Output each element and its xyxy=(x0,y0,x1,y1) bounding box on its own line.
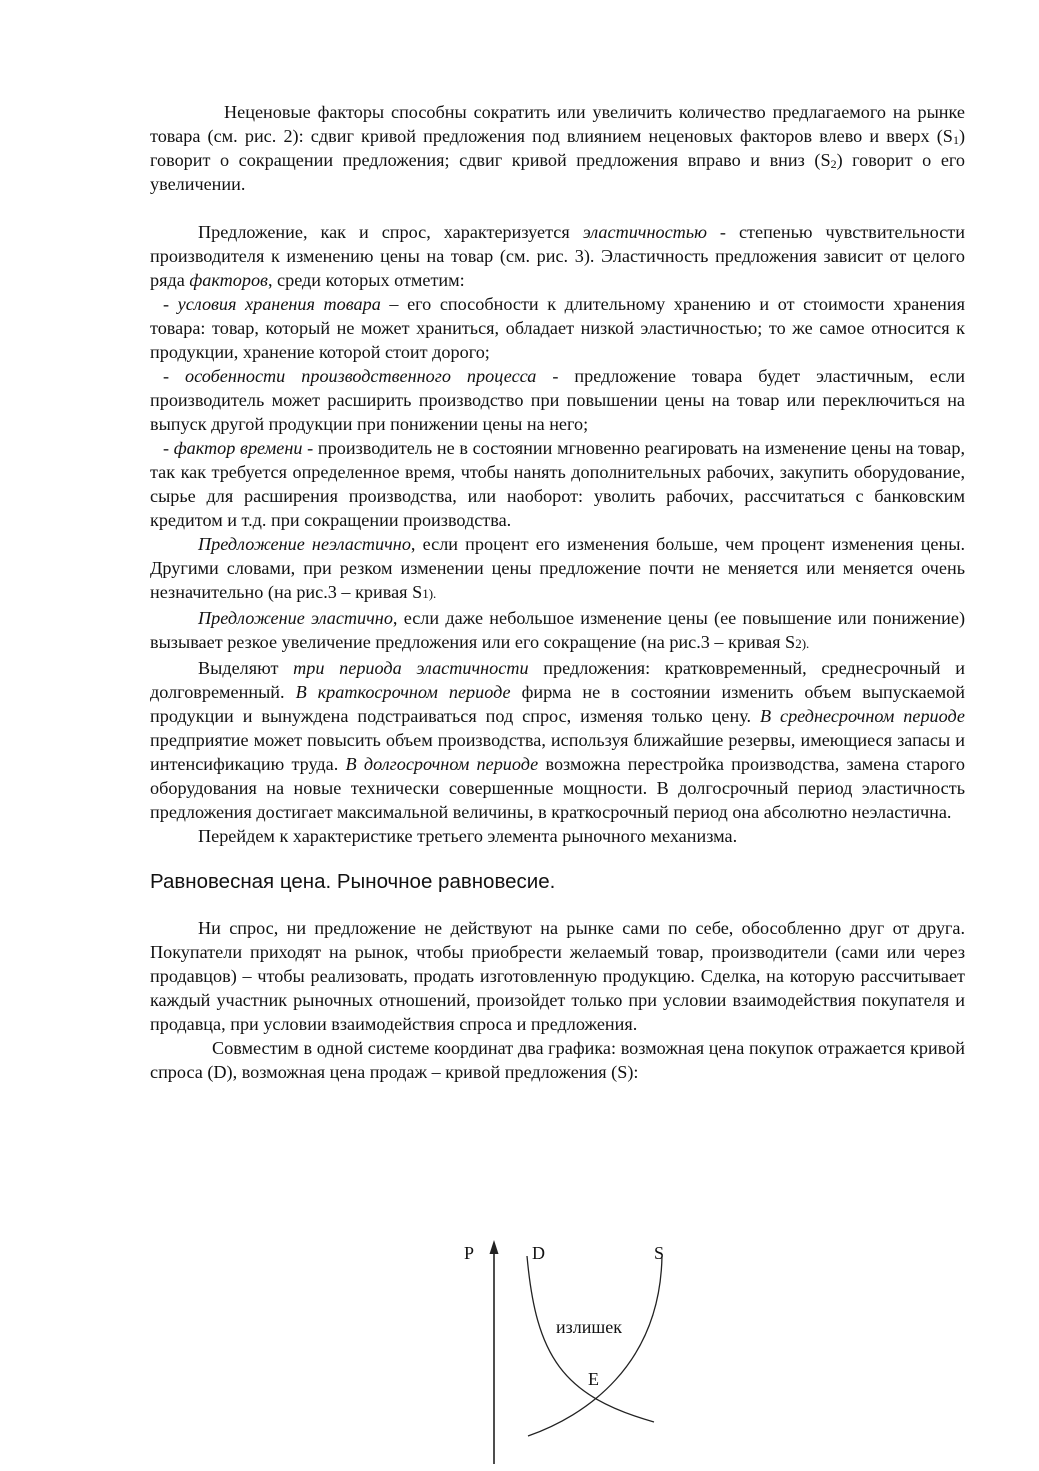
term-elasticity: эластичностью xyxy=(582,222,707,242)
demand-label: D xyxy=(532,1243,545,1263)
list-item-time-factor: - фактор времени - производитель не в состоянии мгновенно реагировать на изменение цены на товар, так как требуется определенное время, чтобы нанять дополнительных рабочих, закупить оборудование, сырье для расширения производства, или наоборот: уволить рабочих, рассчитаться с банковским кредитом и т.д. при сокращении производства. xyxy=(150,438,966,530)
axis-label-p: P xyxy=(464,1243,475,1263)
supply-label: S xyxy=(654,1243,665,1263)
paragraph-nonprice-factors: Неценовые факторы способны сократить или увеличить количество предлагаемого на рынке товара (см. рис. 2): сдвиг кривой предложения под влиянием неценовых факторов влево и вверх $(S_1)$ говорит о сокращении предложения; сдвиг кривой предложения вправо и вниз $(S_2)$ говорит о его увеличении. xyxy=(150,102,965,194)
paragraph-coordinate-system: Совместим в одной системе координат два графика: возможная цена покупок отражается кривой спроса (D), возможная цена продаж – кривой предложения (S): xyxy=(150,1038,965,1082)
paragraph-elasticity-periods: Выделяют три периода эластичности предложения: кратковременный, среднесрочный и долговременный. В краткосрочном периоде фирма не в состоянии изменить объем выпускаемой продукции и вынуждена подстраиваться под спрос, изменяя только цену. В среднесрочном периоде предприятие может повысить объем производства, используя ближайшие резервы, имеющиеся запасы и интенсификацию труда. В долгосрочном периоде возможна перестройка производства, замена старого оборудования на новые технически совершенные мощности. В долгосрочный период эластичность предложения достигает максимальной величины, в краткосрочный период она абсолютно неэластична. xyxy=(150,658,966,822)
supply-curve xyxy=(528,1256,662,1436)
paragraph-elasticity-intro: Предложение, как и спрос, характеризуется эластичностью - степенью чувствительности производителя к изменению цены на товар (см. рис. 3). Эластичность предложения зависит от целого ряда факторов, среди которых отметим: xyxy=(150,222,965,290)
document-body xyxy=(150,100,965,1084)
paragraph-inelastic-supply: Предложение неэластично, если процент его изменения больше, чем процент изменения цены. Другими словами, при резком изменении цены предложение почти не меняется или меняется очень незначительно (на рис.3 – кривая S1). xyxy=(150,534,965,602)
equilibrium-label: E xyxy=(588,1369,599,1389)
list-item-production-process: - особенности производственного процесса - предложение товара будет эластичным, если производитель может расширить производство при повышении цены на товар или переключиться на выпуск другой продукции при понижении цены на него; xyxy=(150,366,965,434)
price-axis-arrow-icon xyxy=(490,1240,499,1254)
section-heading: Равновесная цена. Рыночное равновесие. xyxy=(150,870,556,893)
list-item-storage: - условия хранения товара – его способности к длительному хранению и от стоимости хранения товара: товар, который не может храниться, обладает низкой эластичностью; то же самое относится к продукции, хранение которой стоит дорого; xyxy=(150,294,966,362)
demand-curve xyxy=(527,1256,654,1422)
equilibrium-graph-svg xyxy=(450,1236,690,1466)
paragraph-transition: Перейдем к характеристике третьего элемента рыночного механизма. xyxy=(198,826,738,846)
paragraph-market-interaction: Ни спрос, ни предложение не действуют на рынке сами по себе, обособленно друг от друга. Покупатели приходят на рынок, чтобы приобрести желаемый товар, производители (сами или через продавцов) – чтобы реализовать, продать изготовленную продукцию. Сделка, на которую рассчитывает каждый участник рыночных отношений, произойдет только при условии взаимодействия покупателя и продавца, при условии взаимодействия спроса и предложения. xyxy=(150,918,965,1034)
surplus-label: излишек xyxy=(556,1317,622,1337)
term-factors: факторов xyxy=(189,270,268,290)
equilibrium-graph xyxy=(450,1236,690,1466)
paragraph-elastic-supply: Предложение эластично, если даже небольшое изменение цены (ее повышение или понижение) вызывает резкое увеличение предложения или его сокращение (на рис.3 – кривая S2). xyxy=(150,608,965,652)
